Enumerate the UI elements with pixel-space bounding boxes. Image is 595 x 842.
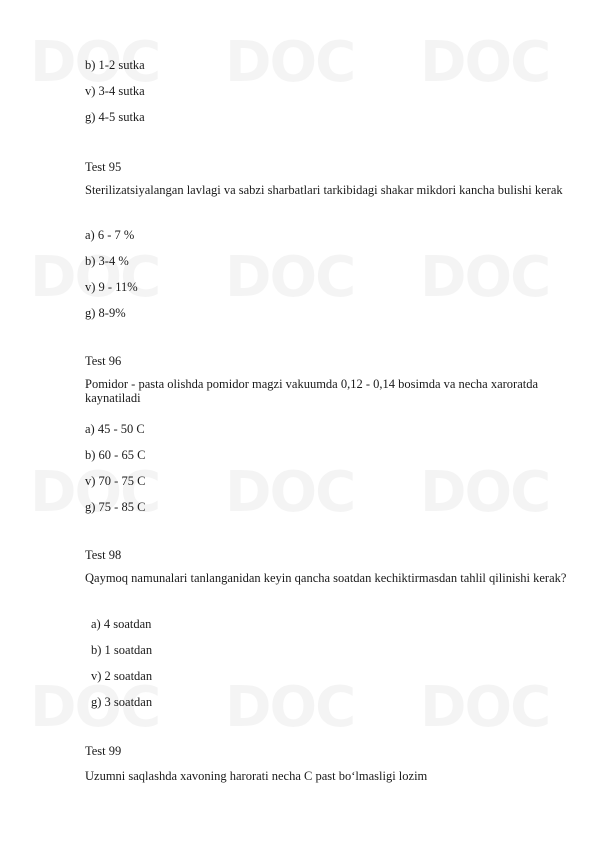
option-v: v) 3-4 sutka <box>85 84 145 98</box>
test-98-option-a: a) 4 soatdan <box>91 617 152 631</box>
test-98-option-g: g) 3 soatdan <box>91 695 153 709</box>
option-b: b) 1-2 sutka <box>85 58 145 72</box>
test-96-option-v: v) 70 - 75 C <box>85 474 146 488</box>
watermark <box>30 460 159 525</box>
test-95-option-a: a) 6 - 7 % <box>85 228 135 242</box>
test-98-option-b: b) 1 soatdan <box>91 643 153 657</box>
test-96-question: Pomidor - pasta olishda pomidor magzi vakuumda 0,12 - 0,14 bosimda va necha xaroratda kaynatiladi <box>85 377 539 405</box>
watermark <box>420 675 549 740</box>
watermark <box>225 245 354 310</box>
test-96-option-a: a) 45 - 50 C <box>85 422 145 436</box>
test-99-title: Test 99 <box>85 744 122 758</box>
test-95-option-g: g) 8-9% <box>85 306 126 320</box>
test-98-question: Qaymoq namunalari tanlanganidan keyin qancha soatdan kechiktirmasdan tahlil qilinishi kerak? <box>85 571 567 585</box>
test-96-title: Test 96 <box>85 354 122 368</box>
test-98-title: Test 98 <box>85 548 122 562</box>
test-95-title: Test 95 <box>85 160 122 174</box>
test-95-question: Sterilizatsiyalangan lavlagi va sabzi sharbatlari tarkibidagi shakar mikdori kancha bulishi kerak <box>85 183 563 197</box>
test-99-question: Uzumni saqlashda xavoning harorati necha C past bo‘lmasligi lozim <box>85 769 428 783</box>
watermark <box>420 245 549 310</box>
option-g: g) 4-5 sutka <box>85 110 145 124</box>
test-96-option-b: b) 60 - 65 C <box>85 448 146 462</box>
test-96-option-g: g) 75 - 85 C <box>85 500 146 514</box>
watermark <box>225 30 354 95</box>
watermark <box>225 460 354 525</box>
watermark <box>225 675 354 740</box>
test-95-option-b: b) 3-4 % <box>85 254 129 268</box>
watermark <box>420 30 549 95</box>
test-95-option-v: v) 9 - 11% <box>85 280 138 294</box>
test-98-option-v: v) 2 soatdan <box>91 669 153 683</box>
watermark <box>420 460 549 525</box>
